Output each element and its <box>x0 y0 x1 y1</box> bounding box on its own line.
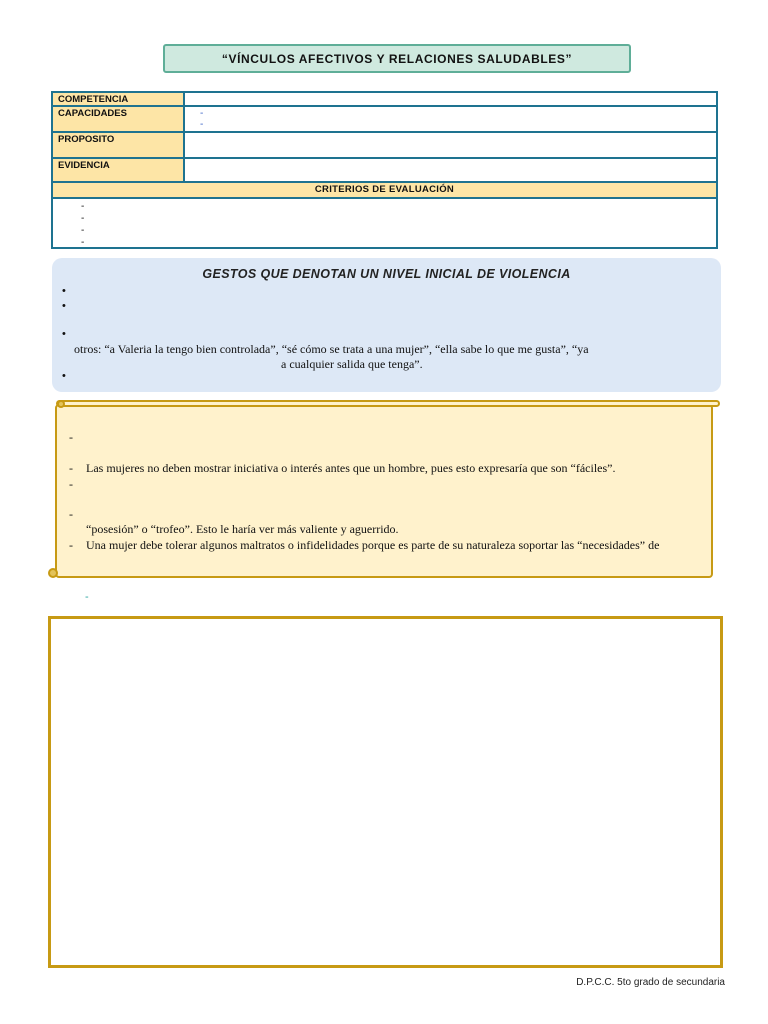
scroll-dash: - <box>69 477 73 491</box>
competencia-value <box>185 93 716 105</box>
proposito-label: PROPOSITO <box>53 133 185 157</box>
info-table <box>51 91 718 249</box>
row-proposito <box>53 133 716 159</box>
scroll-curl-top <box>57 400 65 408</box>
myths-scroll <box>55 404 713 578</box>
capacidad-dash: - <box>200 108 204 119</box>
page-footer: D.P.C.C. 5to grado de secundaria <box>576 977 725 988</box>
scroll-dash: - <box>69 430 73 444</box>
criterio-dash: - <box>81 225 85 236</box>
proposito-value <box>185 133 716 157</box>
scroll-top-roll <box>56 400 720 407</box>
answer-box[interactable] <box>48 616 723 968</box>
gestos-bullet: • <box>62 285 66 297</box>
gestos-box <box>52 258 721 392</box>
row-capacidades <box>53 107 716 133</box>
scroll-curl-bottom <box>48 568 58 578</box>
capacidad-dash: - <box>200 119 204 130</box>
gestos-bullet: • <box>62 300 66 312</box>
scroll-dash: - <box>69 461 73 475</box>
criterio-dash: - <box>81 213 85 224</box>
teal-dash: - <box>85 591 89 603</box>
capacidades-label: CAPACIDADES <box>53 107 185 131</box>
worksheet-title-text: “VÍNCULOS AFECTIVOS Y RELACIONES SALUDABLES” <box>221 51 573 66</box>
row-competencia <box>53 93 716 107</box>
worksheet-title <box>163 44 631 73</box>
gestos-bullet: • <box>62 328 66 340</box>
criterio-dash: - <box>81 201 85 212</box>
gestos-text-line1: otros: “a Valeria la tengo bien controlada”, “sé cómo se trata a una mujer”, “ella sabe lo que me gusta”, “ya <box>74 342 589 356</box>
gestos-bullet: • <box>62 370 66 382</box>
criterio-dash: - <box>81 237 85 248</box>
scroll-dash: - <box>69 507 73 521</box>
capacidades-value <box>185 107 716 131</box>
scroll-dash: - <box>69 538 73 552</box>
evidencia-value <box>185 159 716 181</box>
scroll-line3: Una mujer debe tolerar algunos maltratos o infidelidades porque es parte de su naturaleza soportar las “necesidades” de <box>86 538 660 552</box>
criterios-header: CRITERIOS DE EVALUACIÓN <box>53 183 716 199</box>
row-evidencia <box>53 159 716 183</box>
scroll-line1: Las mujeres no deben mostrar iniciativa o interés antes que un hombre, pues esto expresaría que son “fáciles”. <box>86 461 616 475</box>
gestos-text-line2: a cualquier salida que tenga”. <box>281 357 423 371</box>
evidencia-label: EVIDENCIA <box>53 159 185 181</box>
gestos-title: GESTOS QUE DENOTAN UN NIVEL INICIAL DE VIOLENCIA <box>202 267 571 281</box>
competencia-label: COMPETENCIA <box>53 93 185 105</box>
scroll-line2: “posesión” o “trofeo”. Esto le haría ver más valiente y aguerrido. <box>86 522 399 536</box>
